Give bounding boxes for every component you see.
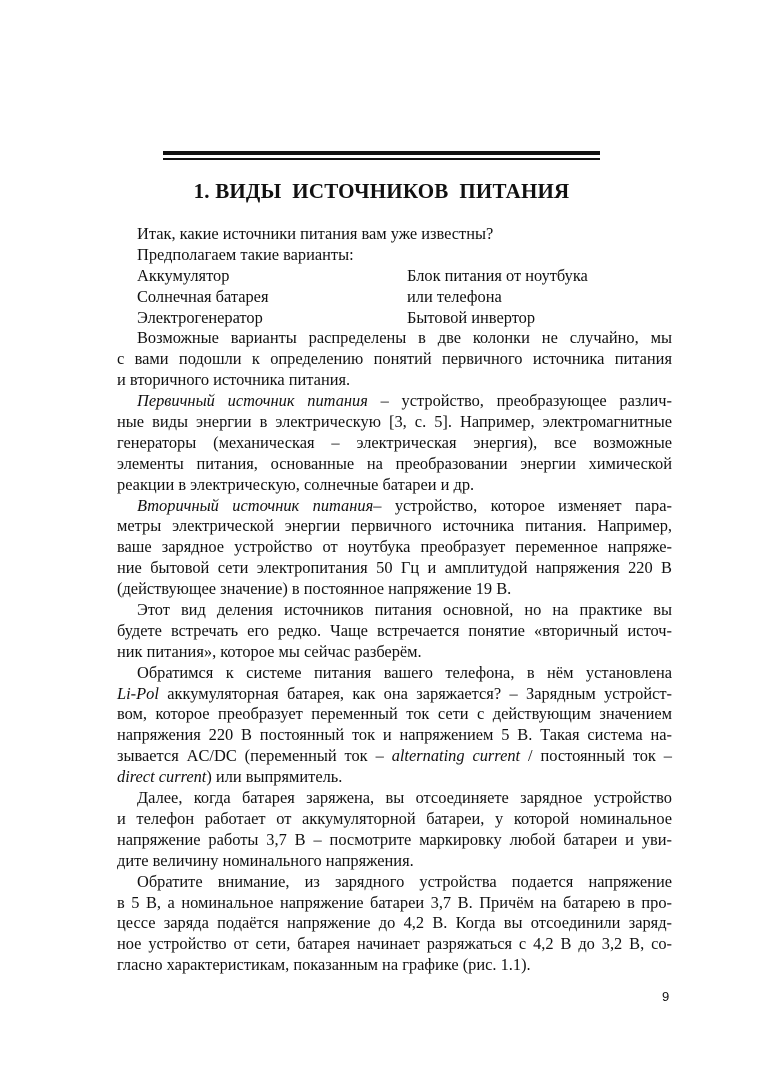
paragraph-line (117, 391, 672, 412)
paragraph-line: Обратимся к системе питания вашего телефона, в нём установлена (137, 662, 672, 682)
paragraph-line (117, 746, 672, 767)
variants-row (117, 287, 672, 308)
paragraph-line: (действующее значение) в постоянное напряжение 19 В. (117, 579, 512, 599)
paragraph-line (117, 767, 672, 788)
paragraph-line: Этот вид деления источников питания основной, но на практике вы (137, 600, 672, 620)
variant-right: Блок питания от ноутбука (407, 265, 588, 285)
variant-right: или телефона (407, 286, 502, 306)
variant-left: Электрогенератор (137, 307, 263, 327)
paragraph-line: ные виды энергии в электрическую [3, с. 5]. Например, электромагнитные (117, 412, 672, 432)
paragraph-line (117, 496, 672, 517)
paragraph-line: с вами подошли к определению понятий первичного источника питания (117, 349, 672, 369)
term-direct-current: direct current (117, 767, 207, 787)
term-alternating-current: alternating current (391, 746, 521, 766)
paragraph-line: ное устройство от сети, батарея начинает разряжаться с 4,2 В до 3,2 В, со- (117, 934, 672, 954)
variant-left: Аккумулятор (137, 265, 230, 285)
paragraph-line: напряжения 220 В постоянный ток и напряжением 5 В. Такая система на- (117, 725, 672, 745)
paragraph-line: Возможные варианты распределены в две колонки не случайно, мы (137, 328, 672, 348)
paragraph-line: и телефон работает от аккумуляторной батареи, у которой номинальное (117, 808, 672, 828)
paragraph-line: метры электрической энергии первичного источника питания. Например, (117, 516, 672, 536)
paragraph-line: будете встречать его редко. Чаще встречается понятие «вторичный источ- (117, 620, 672, 640)
paragraph-line: Обратите внимание, из зарядного устройства подается напряжение (137, 871, 672, 891)
paragraph-line: ваше зарядное устройство от ноутбука преобразует переменное напряже- (117, 537, 672, 557)
paragraph-line: генераторы (механическая – электрическая энергия), все возможные (117, 432, 672, 452)
paragraph-line (117, 684, 672, 705)
paragraph-line: гласно характеристикам, показанным на графике (рис. 1.1). (117, 955, 531, 975)
paragraph-text: аккумуляторная батарея, как она заряжается? – Зарядным устройст- (158, 683, 672, 703)
intro-line: Итак, какие источники питания вам уже известны? (137, 224, 494, 243)
paragraph-text: – устройство, преобразующее различ- (367, 391, 672, 411)
variants-row (117, 308, 672, 329)
intro-line: Предполагаем такие варианты: (137, 244, 354, 264)
paragraph-line: ние бытовой сети электропитания 50 Гц и амплитудой напряжения 220 В (117, 558, 672, 578)
title-rule-thin (163, 158, 600, 160)
paragraph-line: в 5 В, а номинальное напряжение батареи 3,7 В. Причём на батарею в про- (117, 892, 672, 912)
term-secondary-source: Вторичный источник питания (137, 495, 374, 515)
paragraph-line: вом, которое преобразует переменный ток сети с действующим значением (117, 704, 672, 724)
term-li-pol: Li-Pol (117, 683, 159, 703)
paragraph-text: ) или выпрямитель. (206, 767, 343, 787)
paragraph-line: реакции в электрическую, солнечные батареи и др. (117, 474, 475, 494)
paragraph-line: элементы питания, основанные на преобразовании энергии химической (117, 453, 672, 473)
paragraph-text: / постоянный ток – (520, 746, 672, 766)
paragraph-line: Далее, когда батарея заряжена, вы отсоединяете зарядное устройство (137, 788, 672, 808)
paragraph-line: ник питания», которое мы сейчас разберём. (117, 641, 422, 661)
term-primary-source: Первичный источник питания (137, 391, 368, 411)
chapter-title: 1. ВИДЫ ИСТОЧНИКОВ ПИТАНИЯ (193, 179, 570, 203)
body-text (117, 224, 672, 976)
paragraph-line: напряжение работы 3,7 В – посмотрите маркировку любой батареи и уви- (117, 829, 672, 849)
variant-left: Солнечная батарея (137, 286, 269, 306)
paragraph-line: и вторичного источника питания. (117, 370, 351, 390)
page-number: 9 (662, 989, 670, 1004)
paragraph-line: дите величину номинального напряжения. (117, 850, 414, 870)
variants-row (117, 266, 672, 287)
paragraph-text: – устройство, которое изменяет пара- (373, 495, 672, 515)
variant-right: Бытовой инвертор (407, 307, 536, 327)
paragraph-text: зывается AC/DC (переменный ток – (117, 746, 392, 766)
title-rule-thick (163, 151, 600, 155)
paragraph-line: цессе заряда подаётся напряжение до 4,2 В. Когда вы отсоединили заряд- (117, 913, 672, 933)
